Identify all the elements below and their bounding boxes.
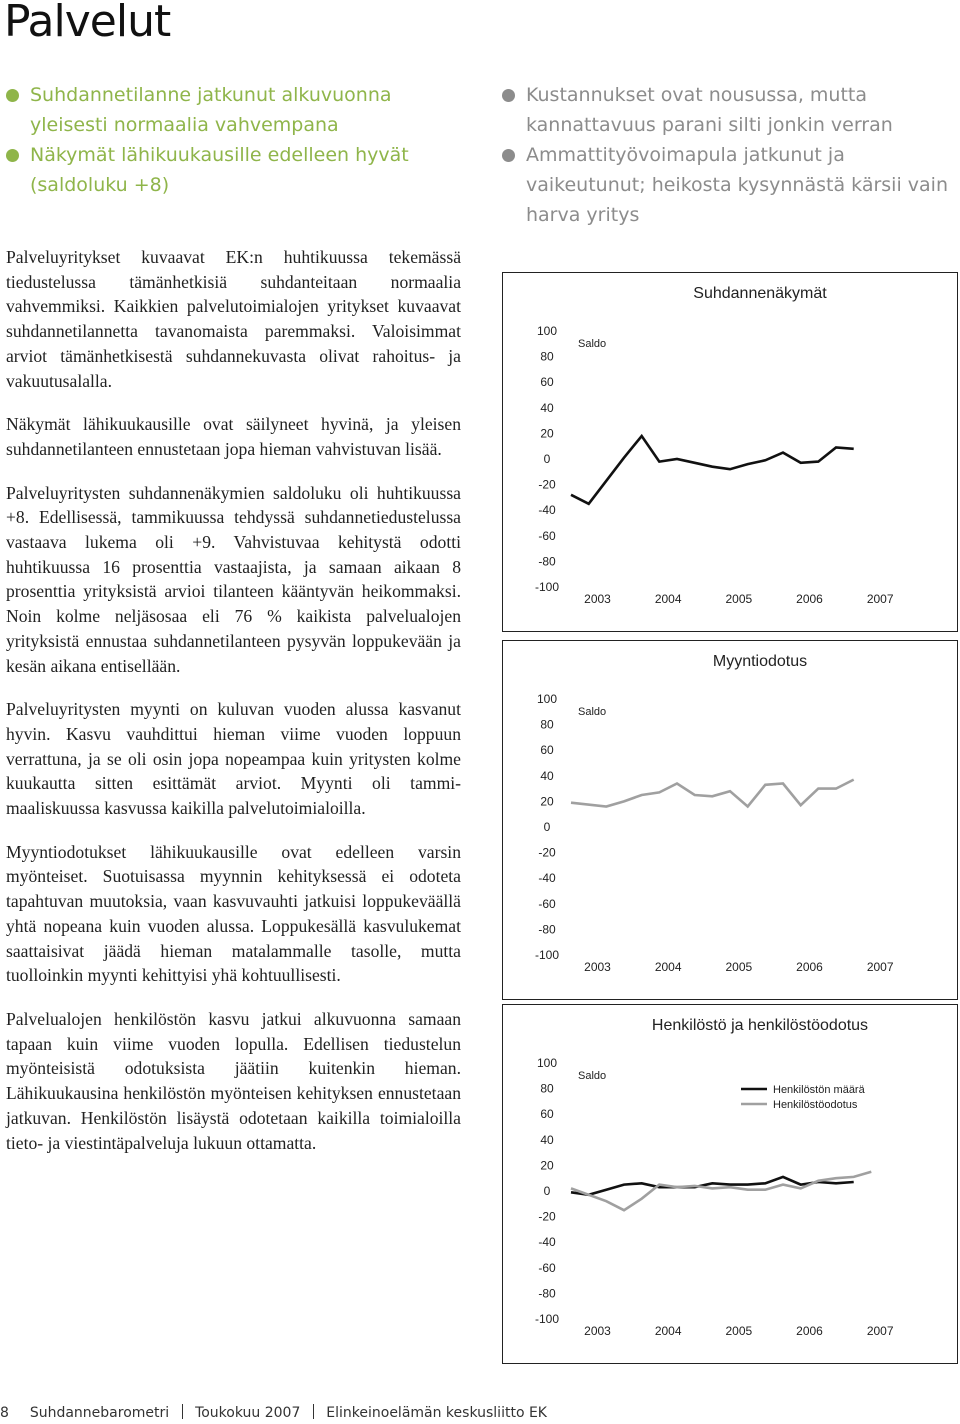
y-tick-label: 60 bbox=[540, 743, 554, 758]
bullet-item bbox=[6, 140, 446, 200]
y-tick-label: -20 bbox=[538, 1209, 556, 1224]
y-tick-label: -60 bbox=[538, 896, 556, 911]
y-tick-label: 0 bbox=[543, 452, 551, 466]
y-tick-label: 80 bbox=[540, 349, 554, 364]
paragraph: Näkymät lähikuukausille ovat säilyneet hyvinä, ja yleisen suhdannetilanteen ennustetaan jopa hieman vahvistuvan lisää. bbox=[6, 414, 461, 459]
article-body bbox=[6, 245, 461, 1174]
footer-publication: Suhdannebarometri bbox=[29, 1405, 170, 1421]
y-tick-label: -60 bbox=[538, 1260, 556, 1275]
bullet-item bbox=[502, 140, 952, 230]
y-tick-label: 20 bbox=[540, 426, 554, 441]
y-tick-label: -40 bbox=[538, 503, 556, 518]
x-tick-label: 2006 bbox=[796, 960, 823, 974]
footer-publisher: Elinkeinoelämän keskusliitto EK bbox=[326, 1405, 547, 1421]
series-line-1 bbox=[571, 436, 854, 504]
paragraph: Palveluyritysten myynti on kuluvan vuoden alussa kasvanut hyvin. Kasvu vauhdittui hieman viime vuoden loppuun verrattuna, ja se oli osin jopa nopeampaa kuin yritysten kolme kuukautta sitten esittämät arviot. Myynti oli tammi-maaliskuussa kasvussa kaikilla palvelutoimialoilla. bbox=[6, 699, 461, 819]
x-tick-label: 2007 bbox=[866, 1324, 894, 1338]
x-tick-label: 2005 bbox=[725, 592, 753, 606]
chart-title: Suhdannenäkymät bbox=[693, 285, 827, 302]
bullet-item bbox=[6, 80, 446, 140]
chart-title: Henkilöstö ja henkilöstöodotus bbox=[651, 1017, 869, 1034]
paragraph: Palveluyritykset kuvaavat EK:n huhtikuussa tekemässä tiedustelussa tämänhetkisiä suhdanteitaan normaalia vahvemmiksi. Kaikkien palvelutoimialojen yritykset kuvaavat suhdannetilannetta tavanomaista paremmaksi. Valoisimmat arviot tämänhetkisestä suhdannekuvasta olivat rahoitus- ja vakuutusalalla. bbox=[6, 247, 461, 391]
y-tick-label: 20 bbox=[540, 794, 554, 809]
y-tick-label: 40 bbox=[540, 768, 554, 783]
bullet-dot-icon bbox=[502, 89, 515, 102]
y-tick-label: -100 bbox=[534, 948, 560, 962]
y-tick-label: 100 bbox=[536, 324, 558, 338]
page-number: 8 bbox=[0, 1405, 9, 1421]
x-tick-label: 2007 bbox=[866, 592, 894, 606]
y-tick-label: -80 bbox=[538, 554, 556, 569]
legend-label: Henkilöstöodotus bbox=[773, 1099, 858, 1111]
chart-title: Myyntiodotus bbox=[712, 653, 808, 670]
x-tick-label: 2004 bbox=[654, 592, 682, 606]
x-tick-label: 2007 bbox=[866, 960, 894, 974]
y-tick-label: 100 bbox=[536, 692, 558, 706]
series-line-1 bbox=[571, 1177, 854, 1195]
bullet-text: Ammattityövoimapula jatkunut ja vaikeutunut; heikosta kysynnästä kärsii vain harva yritys bbox=[526, 144, 948, 226]
chart-svg bbox=[503, 273, 956, 630]
bullet-dot-icon bbox=[6, 149, 19, 162]
series-line-1 bbox=[571, 780, 854, 807]
x-tick-label: 2006 bbox=[796, 592, 823, 606]
y-tick-label: 0 bbox=[543, 1184, 551, 1198]
y-tick-label: 60 bbox=[540, 1107, 554, 1122]
chart-svg bbox=[503, 1005, 956, 1362]
paragraph: Palvelualojen henkilöstön kasvu jatkui alkuvuonna samaan tapaan kuin viime vuoden lopulla. Edellisen tiedustelun myönteisistä odotuksista jäätiin kuitenkin hieman. Lähikuukausina henkilöstön myönteisen kehityksen ennustetaan jatkuvan. Henkilöstön lisäystä odotetaan kaikilla toimialoilla tieto- ja viestintäpalveluja lukuun ottamatta. bbox=[6, 1008, 461, 1153]
y-tick-label: 0 bbox=[543, 820, 551, 834]
x-tick-label: 2003 bbox=[584, 1324, 611, 1338]
legend-label: Henkilöstön määrä bbox=[773, 1084, 865, 1096]
y-tick-label: 100 bbox=[536, 1056, 558, 1070]
bullet-text: Suhdannetilanne jatkunut alkuvuonna yleisesti normaalia vahvempana bbox=[30, 84, 392, 136]
chart-svg bbox=[503, 641, 956, 998]
y-tick-label: -40 bbox=[538, 1235, 556, 1250]
x-tick-label: 2003 bbox=[584, 592, 611, 606]
bullet-text: Kustannukset ovat nousussa, mutta kannattavuus parani silti jonkin verran bbox=[526, 84, 893, 136]
y-tick-label: 80 bbox=[540, 717, 554, 732]
chart-henkilosto bbox=[502, 1004, 958, 1364]
y-tick-label: -80 bbox=[538, 1286, 556, 1301]
bullet-list-right bbox=[502, 80, 952, 230]
x-tick-label: 2005 bbox=[725, 960, 753, 974]
footer-divider bbox=[313, 1404, 314, 1419]
y-tick-label: -20 bbox=[538, 477, 556, 492]
footer-date: Toukokuu 2007 bbox=[195, 1405, 301, 1421]
y-tick-label: 60 bbox=[540, 375, 554, 390]
chart-myyntiodotus bbox=[502, 640, 958, 1000]
y-tick-label: -60 bbox=[538, 528, 556, 543]
y-tick-label: -20 bbox=[538, 845, 556, 860]
bullet-item bbox=[502, 80, 952, 140]
paragraph: Palveluyritysten suhdannenäkymien saldoluku oli huhtikuussa +8. Edellisessä, tammikuussa tehdyssä suhdannetiedustelussa vastaava lukema oli +9. Vahvistuvaa kehitystä odotti huhtikuussa 16 prosenttia vastaajista, ja samaan aikaan 8 prosenttia yrityksistä arvioi tilanteen kääntyvän heikommaksi. Noin kolme neljäsosaa eli 76 % kaikista palvelualojen yrityksistä ennustaa suhdannetilanteen pysyvän loppukevään ja kesän aikana entisellään. bbox=[6, 482, 461, 676]
chart-suhdannenakymat bbox=[502, 272, 958, 632]
bullet-list-left bbox=[6, 80, 446, 200]
y-tick-label: -100 bbox=[534, 580, 560, 594]
bullet-dot-icon bbox=[502, 149, 515, 162]
x-tick-label: 2004 bbox=[654, 1324, 682, 1338]
paragraph: Myyntiodotukset lähikuukausille ovat edelleen varsin myönteiset. Suotuisassa myynnin kehityksessä ei odoteta tapahtuvan muutoksia, vaan kasvuvauhti jatkuisi loppukeväällä yhtä nopeana kuin vuoden alussa. Loppukesällä kasvulukemat saattaisivat jäädä hieman matalammalle tasolle, mutta tuolloinkin myynti kehittyisi yhä kohtuullisesti. bbox=[6, 841, 461, 986]
series-line-2 bbox=[571, 1172, 871, 1210]
y-axis-label: Saldo bbox=[578, 1070, 607, 1082]
y-tick-label: 80 bbox=[540, 1081, 554, 1096]
x-tick-label: 2004 bbox=[654, 960, 682, 974]
y-tick-label: 40 bbox=[540, 400, 554, 415]
y-tick-label: -80 bbox=[538, 922, 556, 937]
y-axis-label: Saldo bbox=[578, 706, 607, 718]
x-tick-label: 2003 bbox=[584, 960, 611, 974]
page-title: Palvelut bbox=[4, 0, 171, 47]
x-tick-label: 2005 bbox=[725, 1324, 753, 1338]
footer-divider bbox=[182, 1404, 183, 1419]
y-tick-label: 20 bbox=[540, 1158, 554, 1173]
x-tick-label: 2006 bbox=[796, 1324, 823, 1338]
y-axis-label: Saldo bbox=[578, 338, 607, 350]
page-footer bbox=[0, 1404, 547, 1421]
y-tick-label: -100 bbox=[534, 1312, 560, 1326]
y-tick-label: -40 bbox=[538, 871, 556, 886]
bullet-dot-icon bbox=[6, 89, 19, 102]
bullet-text: Näkymät lähikuukausille edelleen hyvät (saldoluku +8) bbox=[30, 144, 409, 196]
y-tick-label: 40 bbox=[540, 1132, 554, 1147]
